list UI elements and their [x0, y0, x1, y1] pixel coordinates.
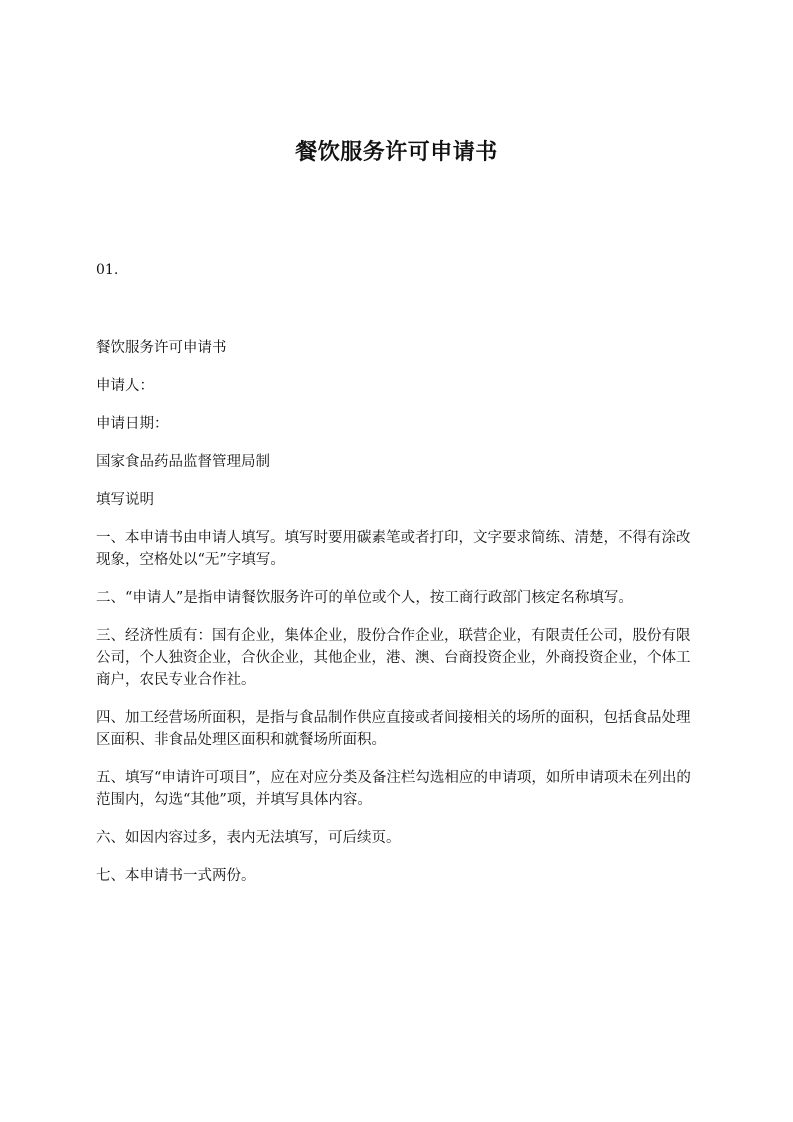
document-number: 01. — [96, 262, 119, 278]
issuer-text: 国家食品药品监督管理局制 — [96, 454, 270, 470]
document-body — [96, 337, 700, 903]
instruction-item-2: 二、“申请人”是指申请餐饮服务许可的单位或个人，按工商行政部门核定名称填写。 — [96, 590, 633, 606]
document-title: 餐饮服务许可申请书 — [295, 140, 498, 165]
instruction-item-4: 四、加工经营场所面积，是指与食品制作供应直接或者间接相关的场所的面积，包括食品处理区面积、非食品处理区面积和就餐场所面积。 — [96, 710, 691, 748]
instruction-item-6: 六、如因内容过多，表内无法填写，可后续页。 — [96, 830, 401, 846]
instruction-item-7: 七、本申请书一式两份。 — [96, 868, 256, 884]
instruction-item-3: 三、经济性质有：国有企业，集体企业，股份合作企业，联营企业，有限责任公司，股份有限公司，个人独资企业，合伙企业，其他企业，港、澳、台商投资企业，外商投资企业，个体工商户，农民专业合作社。 — [96, 628, 691, 688]
applicant-label: 申请人： — [96, 378, 154, 394]
instructions-title: 填写说明 — [96, 492, 154, 508]
instruction-item-5: 五、填写“申请许可项目”，应在对应分类及备注栏勾选相应的申请项，如所申请项未在列出的范围内，勾选“其他”项，并填写具体内容。 — [96, 770, 691, 808]
instruction-item-1: 一、本申请书由申请人填写。填写时要用碳素笔或者打印，文字要求简练、清楚，不得有涂改现象，空格处以“无”字填写。 — [96, 530, 691, 568]
form-heading: 餐饮服务许可申请书 — [96, 340, 227, 356]
application-date-label: 申请日期： — [96, 416, 169, 432]
